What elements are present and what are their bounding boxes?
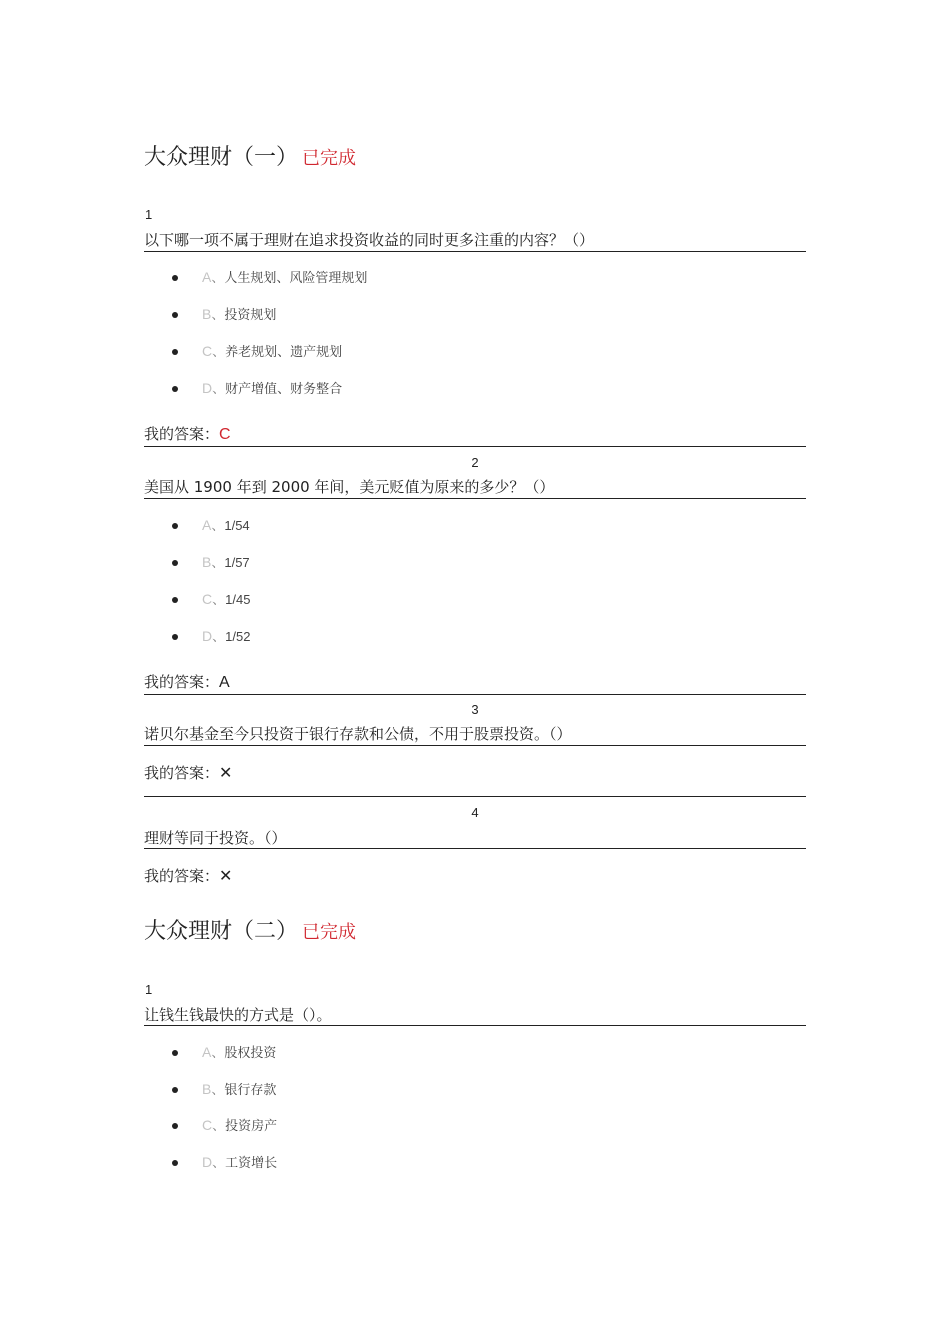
option-letter: D [202, 628, 213, 644]
option-item[interactable]: C、养老规划、遗产规划 [172, 342, 342, 362]
bullet-icon [172, 275, 178, 281]
option-item[interactable]: C、投资房产 [172, 1116, 277, 1136]
question-number: 2 [471, 455, 479, 470]
question-number: 1 [145, 207, 153, 222]
bullet-icon [172, 349, 178, 355]
option-text: 1/57 [224, 555, 250, 570]
option-item[interactable]: A、人生规划、风险管理规划 [172, 268, 367, 288]
answer-label: 我的答案： [144, 673, 220, 691]
option-item[interactable]: A、股权投资 [172, 1043, 276, 1063]
answer-label: 我的答案： [144, 867, 220, 885]
option-letter: B [202, 554, 212, 570]
question-number: 3 [471, 702, 479, 717]
option-text: 1/45 [225, 592, 251, 607]
bullet-icon [172, 523, 178, 529]
divider [144, 251, 806, 252]
divider [144, 446, 806, 447]
divider [144, 848, 806, 849]
option-letter: D [202, 380, 213, 396]
option-text: 养老规划、遗产规划 [225, 345, 343, 360]
option-letter: C [202, 1117, 213, 1133]
bullet-icon [172, 386, 178, 392]
divider [144, 796, 806, 797]
question-text: 理财等同于投资。（） [144, 829, 287, 847]
bullet-icon [172, 1087, 178, 1093]
option-letter: B [202, 306, 212, 322]
bullet-icon [172, 1123, 178, 1129]
answer-value: C [219, 426, 231, 443]
bullet-icon [172, 634, 178, 640]
question-number: 1 [145, 982, 153, 997]
option-text: 1/52 [225, 629, 251, 644]
my-answer [144, 763, 232, 783]
question-text: 让钱生钱最快的方式是（）。 [144, 1006, 332, 1024]
divider [144, 694, 806, 695]
answer-label: 我的答案： [144, 425, 220, 443]
option-letter: C [202, 343, 213, 359]
option-letter: A [202, 269, 212, 285]
question-number: 4 [471, 805, 479, 820]
completion-status: 已完成 [302, 922, 357, 943]
cross-icon: ✕ [219, 763, 233, 782]
section-title-text: 大众理财（二） [144, 919, 299, 944]
option-item[interactable]: D、1/52 [172, 627, 250, 647]
completion-status: 已完成 [302, 148, 357, 169]
bullet-icon [172, 560, 178, 566]
section-title [144, 918, 356, 947]
option-text: 投资规划 [224, 308, 277, 323]
question-text: 美国从 1900 年到 2000 年间，美元贬值为原来的多少？（） [144, 478, 555, 496]
option-letter: D [202, 1154, 213, 1170]
option-item[interactable]: C、1/45 [172, 590, 250, 610]
option-letter: C [202, 591, 213, 607]
divider [144, 745, 806, 746]
my-answer [144, 672, 230, 693]
divider [144, 498, 806, 499]
my-answer [144, 424, 231, 445]
option-letter: A [202, 1044, 212, 1060]
option-item[interactable]: D、工资增长 [172, 1153, 277, 1173]
option-text: 人生规划、风险管理规划 [224, 271, 368, 286]
option-letter: A [202, 517, 212, 533]
option-item[interactable]: B、1/57 [172, 553, 250, 573]
option-text: 股权投资 [224, 1046, 277, 1061]
option-item[interactable]: D、财产增值、财务整合 [172, 379, 342, 399]
option-text: 财产增值、财务整合 [225, 382, 343, 397]
option-text: 工资增长 [225, 1156, 278, 1171]
option-text: 银行存款 [224, 1083, 277, 1098]
my-answer [144, 866, 232, 886]
answer-value: A [219, 674, 230, 691]
question-text: 以下哪一项不属于理财在追求投资收益的同时更多注重的内容？（） [144, 231, 595, 249]
option-letter: B [202, 1081, 212, 1097]
question-text: 诺贝尔基金至今只投资于银行存款和公债，不用于股票投资。（） [144, 725, 572, 743]
cross-icon: ✕ [219, 866, 233, 885]
divider [144, 1025, 806, 1026]
bullet-icon [172, 312, 178, 318]
option-item[interactable]: B、投资规划 [172, 305, 276, 325]
section-title-text: 大众理财（一） [144, 145, 299, 170]
option-item[interactable]: B、银行存款 [172, 1080, 276, 1100]
bullet-icon [172, 597, 178, 603]
option-item[interactable]: A、1/54 [172, 516, 250, 536]
option-text: 投资房产 [225, 1119, 278, 1134]
section-title [144, 144, 356, 173]
option-text: 1/54 [224, 518, 250, 533]
bullet-icon [172, 1160, 178, 1166]
bullet-icon [172, 1050, 178, 1056]
answer-label: 我的答案： [144, 764, 220, 782]
